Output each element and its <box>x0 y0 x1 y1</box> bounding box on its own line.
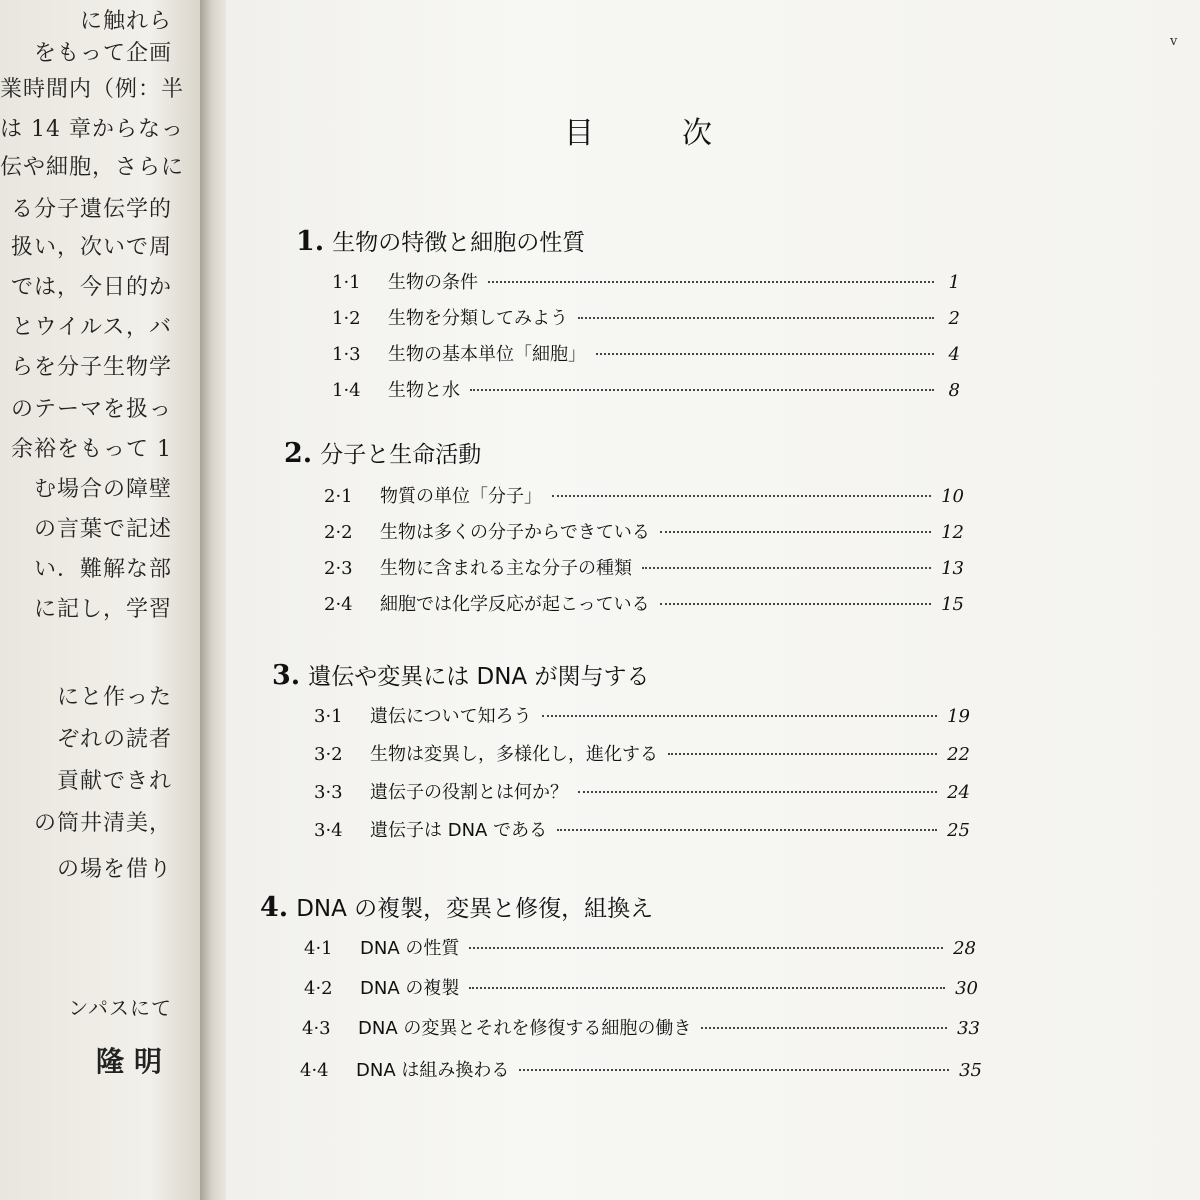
left-text-line: らを分子生物学 <box>10 355 172 380</box>
toc-entry <box>324 554 964 580</box>
section-title: 物質の単位「分子」 <box>380 486 542 507</box>
toc-entry <box>304 974 978 1000</box>
section-title: 細胞では化学反応が起こっている <box>380 594 650 615</box>
dot-leader <box>542 714 937 717</box>
left-text-line: る分子遺伝学的 <box>10 197 172 222</box>
chapter-title: 生物の特徴と細胞の性質 <box>332 230 586 256</box>
section-number: 1·1 <box>332 272 361 293</box>
left-text-line: ンパスにて <box>68 996 172 1020</box>
toc-entry <box>300 1056 982 1082</box>
toc-entry <box>304 934 976 960</box>
dot-leader <box>668 752 937 755</box>
dot-leader <box>701 1026 947 1029</box>
page-ref: 1 <box>948 272 960 293</box>
toc-entry <box>314 778 970 804</box>
page-ref: 25 <box>947 820 970 841</box>
dot-leader <box>642 566 931 569</box>
section-number: 1·4 <box>332 380 361 401</box>
dot-leader <box>660 530 931 533</box>
dot-leader <box>470 388 934 391</box>
toc-title: 目次 <box>564 116 800 151</box>
section-title: 生物と水 <box>388 380 460 401</box>
dot-leader <box>578 790 937 793</box>
section-title: 生物に含まれる主な分子の種類 <box>380 558 632 579</box>
page-ref: 4 <box>948 344 960 365</box>
chapter-number: 3. <box>272 660 301 691</box>
dot-leader <box>557 828 937 831</box>
page-ref: 19 <box>947 706 970 727</box>
section-title: 生物を分類してみよう <box>388 308 568 329</box>
section-title: 遺伝子の役割とは何か？ <box>370 782 568 803</box>
section-title: 遺伝について知ろう <box>370 706 532 727</box>
section-title: DNA の複製 <box>360 978 460 999</box>
toc-entry <box>332 376 960 402</box>
chapter-title: 分子と生命活動 <box>320 442 482 468</box>
section-title: DNA の性質 <box>360 938 460 959</box>
toc-entry <box>302 1014 980 1040</box>
section-number: 2·2 <box>324 522 353 543</box>
left-text-line: ぞれの読者 <box>56 727 172 752</box>
dot-leader <box>578 316 934 319</box>
section-number: 1·2 <box>332 308 361 329</box>
left-text-line: の場を借り <box>56 857 172 882</box>
chapter-number: 1. <box>296 226 325 257</box>
section-title: 生物の基本単位「細胞」 <box>388 344 586 365</box>
page-ref: 33 <box>957 1018 980 1039</box>
section-number: 2·1 <box>324 486 353 507</box>
page-ref: 12 <box>941 522 964 543</box>
page-ref: 13 <box>941 558 964 579</box>
chapter-title: DNA の複製，変異と修復，組換え <box>296 896 654 922</box>
chapter-heading <box>272 658 649 691</box>
section-title: 遺伝子は DNA である <box>370 820 548 841</box>
section-title: 生物の条件 <box>388 272 478 293</box>
page-ref: 30 <box>955 978 978 999</box>
left-text-line: にと作った <box>56 685 172 710</box>
section-number: 2·4 <box>324 594 353 615</box>
toc-entry <box>314 816 970 842</box>
chapter-heading <box>296 224 585 257</box>
chapter-heading <box>260 890 653 923</box>
chapter-title: 遺伝や変異には DNA が関与する <box>308 664 650 690</box>
left-text-line: 伝や細胞，さらに <box>0 155 185 180</box>
dot-leader <box>552 494 931 497</box>
section-title: 生物は多くの分子からできている <box>380 522 650 543</box>
page-ref: 2 <box>948 308 960 329</box>
section-number: 4·4 <box>300 1060 329 1081</box>
dot-leader <box>469 986 945 989</box>
toc-entry <box>324 518 964 544</box>
section-number: 3·2 <box>314 744 343 765</box>
section-title: 生物は変異し，多様化し，進化する <box>370 744 658 765</box>
page-ref: 10 <box>941 486 964 507</box>
section-number: 4·1 <box>304 938 333 959</box>
left-page <box>0 0 200 1200</box>
author-name: 隆明 <box>95 1045 172 1078</box>
left-text-line: に記し，学習 <box>33 597 172 622</box>
left-text-line: む場合の障壁 <box>33 477 172 502</box>
dot-leader <box>519 1068 949 1071</box>
page-ref: 8 <box>948 380 960 401</box>
dot-leader <box>488 280 934 283</box>
dot-leader <box>660 602 931 605</box>
left-text-line: 扱い，次いで周 <box>10 235 172 260</box>
left-text-line: とウイルス，バ <box>11 315 172 340</box>
left-text-line: は 14 章からなっ <box>0 117 184 142</box>
left-text-line: 余裕をもって 1 <box>11 437 172 462</box>
toc-entry <box>332 268 960 294</box>
dot-leader <box>596 352 934 355</box>
left-text-line: では，今日的か <box>10 275 172 300</box>
left-text-line: 貢献できれ <box>56 769 172 794</box>
page-ref: 24 <box>947 782 970 803</box>
section-title: DNA は組み換わる <box>356 1060 510 1081</box>
chapter-number: 4. <box>260 892 289 923</box>
toc-entry <box>332 340 960 366</box>
left-text-line: の言葉で記述 <box>33 517 172 542</box>
toc-entry <box>332 304 960 330</box>
section-number: 4·3 <box>302 1018 331 1039</box>
section-title: DNA の変異とそれを修復する細胞の働き <box>358 1018 692 1039</box>
left-text-line: 業時間内（例：半 <box>0 77 185 102</box>
left-text-line: の筒井清美， <box>33 811 172 836</box>
section-number: 3·4 <box>314 820 343 841</box>
toc-entry <box>324 590 964 616</box>
page-ref: 15 <box>941 594 964 615</box>
right-page <box>226 0 1200 1200</box>
chapter-heading <box>284 436 481 469</box>
toc-entry <box>314 702 970 728</box>
left-text-line: い．難解な部 <box>33 557 172 582</box>
section-number: 3·1 <box>314 706 343 727</box>
section-number: 2·3 <box>324 558 353 579</box>
left-text-line: のテーマを扱っ <box>10 397 172 422</box>
page-number: v <box>1170 34 1178 49</box>
page-ref: 22 <box>947 744 970 765</box>
page-ref: 28 <box>953 938 976 959</box>
page-ref: 35 <box>959 1060 982 1081</box>
left-text-line: をもって企画 <box>33 41 172 66</box>
toc-entry <box>324 482 964 508</box>
chapter-number: 2. <box>284 438 313 469</box>
left-text-line: に触れら <box>79 9 172 34</box>
section-number: 1·3 <box>332 344 361 365</box>
toc-entry <box>314 740 970 766</box>
section-number: 3·3 <box>314 782 343 803</box>
section-number: 4·2 <box>304 978 333 999</box>
dot-leader <box>469 946 943 949</box>
